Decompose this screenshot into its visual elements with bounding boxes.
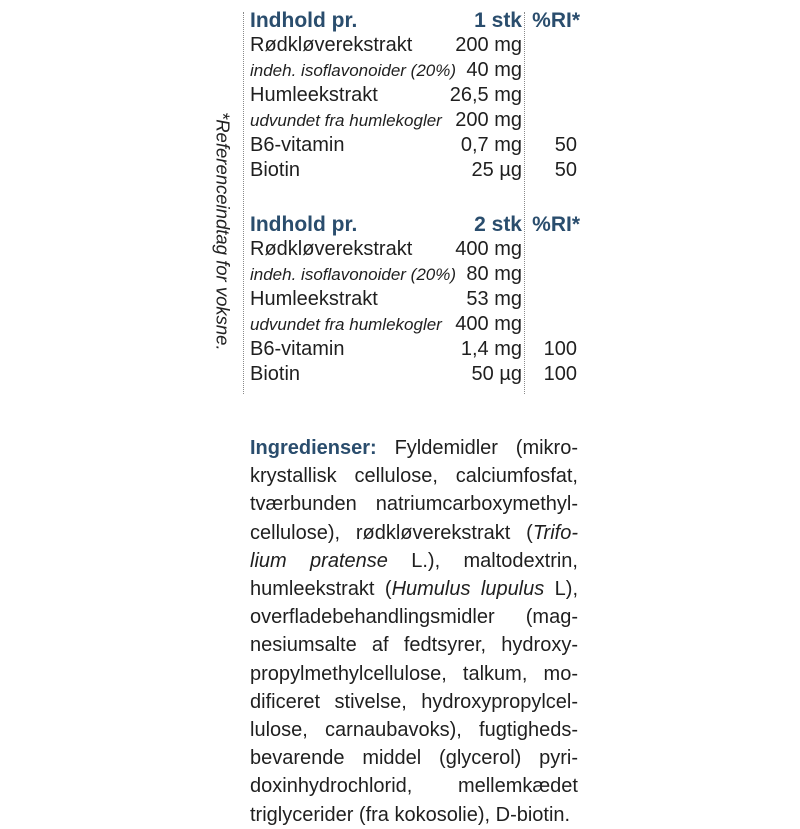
table-row: [250, 362, 580, 387]
ingredients-line: propylmethylcellulose, talkum, mo-: [250, 662, 578, 685]
header-ri: %RI*: [532, 213, 580, 236]
row-name: Rødkløverekstrakt: [250, 34, 413, 56]
ingredients-latin-name: Trifo-: [532, 521, 578, 544]
row-amount: 53 mg: [466, 288, 522, 310]
ingredients-line: [250, 547, 578, 575]
row-name: B6-vitamin: [250, 338, 345, 360]
row-amount: 400 mg: [455, 238, 522, 260]
row-amount: 25 µg: [471, 159, 522, 181]
row-amount: 26,5 mg: [449, 84, 522, 106]
ingredients-latin-name: lium pratense: [250, 549, 388, 572]
ingredients-line: triglycerider (fra kokosolie), D-biotin.: [250, 803, 571, 826]
row-amount: 0,7 mg: [460, 134, 522, 156]
ingredients-text: [250, 434, 578, 829]
ingredients-latin-name: Humulus lupulus: [391, 578, 545, 601]
row-name: udvundet fra humlekogler: [250, 315, 442, 334]
nutrition-table-2: [250, 212, 580, 387]
row-name: Biotin: [250, 159, 301, 181]
table-header: [250, 212, 580, 237]
row-amount: 50 µg: [471, 363, 522, 385]
ingredients-text-part: L.), maltodextrin,: [387, 549, 578, 572]
ingredients-line: nesiumsalte af fedtsyrer, hydroxy-: [250, 634, 578, 657]
row-name: Rødkløverekstrakt: [250, 238, 413, 260]
row-name: Humleekstrakt: [250, 84, 378, 106]
row-amount: 200 mg: [455, 109, 522, 131]
ingredients-line: bevarende middel (glycerol) pyri-: [250, 747, 578, 770]
footnote-rotated: *Referenceindtag for voksne.: [212, 112, 234, 351]
row-amount: 80 mg: [466, 263, 522, 285]
row-name: indeh. isoflavonoider (20%): [250, 61, 457, 80]
row-ri: 100: [543, 338, 577, 360]
ingredients-line: tværbunden natriumcarboxymethyl-: [250, 493, 578, 516]
ingredients-line: [250, 434, 578, 462]
table-row: [250, 337, 580, 362]
row-ri: 100: [543, 363, 577, 385]
row-ri: 50: [554, 134, 577, 156]
nutrition-table-1: [250, 8, 580, 183]
ingredients-text-part: Fyldemidler (mikro-: [376, 437, 578, 459]
row-name: B6-vitamin: [250, 134, 345, 156]
table-left-divider: [243, 12, 244, 394]
header-label: Indhold pr.: [250, 213, 358, 236]
header-amount: 2 stk: [474, 213, 522, 236]
ingredients-text-part: cellulose), rødkløverekstrakt (: [250, 521, 533, 544]
table-row: [250, 262, 580, 287]
table-header: [250, 8, 580, 33]
ingredients-text-part: L),: [544, 578, 579, 601]
table-row: [250, 83, 580, 108]
ingredients-line: krystallisk cellulose, calciumfosfat,: [250, 465, 578, 488]
table-row: [250, 158, 580, 183]
header-ri: %RI*: [532, 9, 580, 32]
ingredients-text-part: humleekstrakt (: [250, 578, 392, 601]
ingredients-line: doxinhydrochlorid, mellemkædet: [250, 775, 578, 798]
ingredients-line: [250, 575, 578, 603]
header-label: Indhold pr.: [250, 9, 358, 32]
table-row: [250, 237, 580, 262]
table-row: [250, 287, 580, 312]
table-row: [250, 33, 580, 58]
row-name: Biotin: [250, 363, 301, 385]
table-row: [250, 58, 580, 83]
table-row: [250, 108, 580, 133]
row-amount: 400 mg: [455, 313, 522, 335]
row-ri: 50: [554, 159, 577, 181]
ingredients-label: Ingredienser:: [250, 437, 377, 459]
ingredients-line: lulose, carnaubavoks), fugtigheds-: [250, 719, 578, 742]
row-name: udvundet fra humlekogler: [250, 111, 442, 130]
row-amount: 40 mg: [466, 59, 522, 81]
row-name: indeh. isoflavonoider (20%): [250, 265, 457, 284]
table-row: [250, 133, 580, 158]
ingredients-line: [250, 519, 578, 547]
ingredients-line: overfladebehandlingsmidler (mag-: [250, 606, 578, 629]
row-amount: 200 mg: [455, 34, 522, 56]
ingredients-line: dificeret stivelse, hydroxypropylcel-: [250, 690, 578, 713]
header-amount: 1 stk: [474, 9, 522, 32]
row-name: Humleekstrakt: [250, 288, 378, 310]
row-amount: 1,4 mg: [460, 338, 522, 360]
table-row: [250, 312, 580, 337]
